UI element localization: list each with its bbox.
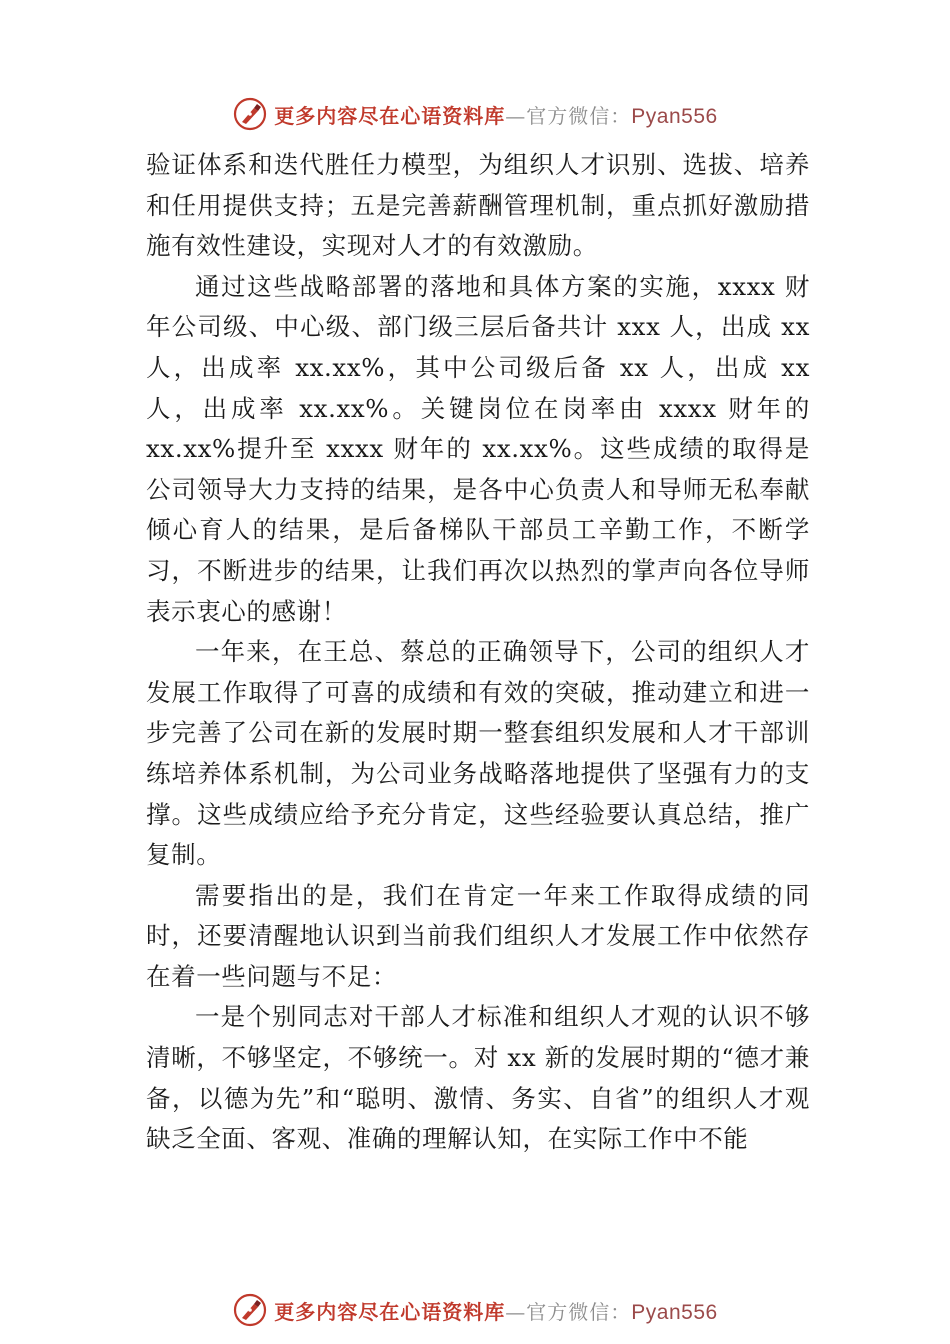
header-banner bbox=[0, 94, 950, 134]
banner-lead-text: 更多内容尽在心语资料库 bbox=[274, 103, 506, 128]
banner-wechat-label: 官方微信： bbox=[526, 1299, 632, 1324]
banner-wechat-id: Pyan556 bbox=[631, 104, 718, 128]
banner-dash: — bbox=[505, 103, 527, 128]
paragraph: 一是个别同志对干部人才标准和组织人才观的认识不够清晰，不够坚定，不够统一。对 xx 新的发展时期的“德才兼备，以德为先”和“聪明、激情、务实、自省”的组织人才观缺乏全面、客观、准确的理解认知，在实际工作中不能 bbox=[146, 1002, 810, 1154]
pen-nib-circle-icon bbox=[232, 96, 268, 132]
banner-wechat-id: Pyan556 bbox=[631, 1300, 718, 1324]
banner-text bbox=[274, 100, 717, 129]
document-body bbox=[146, 145, 810, 1160]
banner-wechat-label: 官方微信： bbox=[526, 103, 632, 128]
banner-lead-text: 更多内容尽在心语资料库 bbox=[274, 1299, 506, 1324]
paragraph: 需要指出的是，我们在肯定一年来工作取得成绩的同时，还要清醒地认识到当前我们组织人才发展工作中依然存在着一些问题与不足： bbox=[146, 880, 810, 991]
footer-banner bbox=[0, 1290, 950, 1330]
pen-nib-circle-icon bbox=[232, 1292, 268, 1328]
banner-dash: — bbox=[505, 1299, 527, 1324]
banner-text bbox=[274, 1296, 717, 1325]
paragraph: 一年来，在王总、蔡总的正确领导下，公司的组织人才发展工作取得了可喜的成绩和有效的突破，推动建立和进一步完善了公司在新的发展时期一整套组织发展和人才干部训练培养体系机制，为公司业务战略落地提供了坚强有力的支撑。这些成绩应给予充分肯定，这些经验要认真总结，推广复制。 bbox=[146, 637, 810, 870]
paragraph: 通过这些战略部署的落地和具体方案的实施，xxxx 财年公司级、中心级、部门级三层后备共计 xxx 人，出成 xx 人，出成率 xx.xx%，其中公司级后备 xx 人，出成 xx 人，出成率 xx.xx%。关键岗位在岗率由 xxxx 财年的 xx.xx%提升至 xxxx 财年的 xx.xx%。这些成绩的取得是公司领导大力支持的结果，是各中心负责人和导师无私奉献倾心育人的结果，是后备梯队干部员工辛勤工作，不断学习，不断进步的结果，让我们再次以热烈的掌声向各位导师表示衷心的感谢！ bbox=[146, 271, 810, 626]
paragraph-continuation: 验证体系和迭代胜任力模型，为组织人才识别、选拔、培养和任用提供支持；五是完善薪酬管理机制，重点抓好激励措施有效性建设，实现对人才的有效激励。 bbox=[146, 150, 810, 261]
